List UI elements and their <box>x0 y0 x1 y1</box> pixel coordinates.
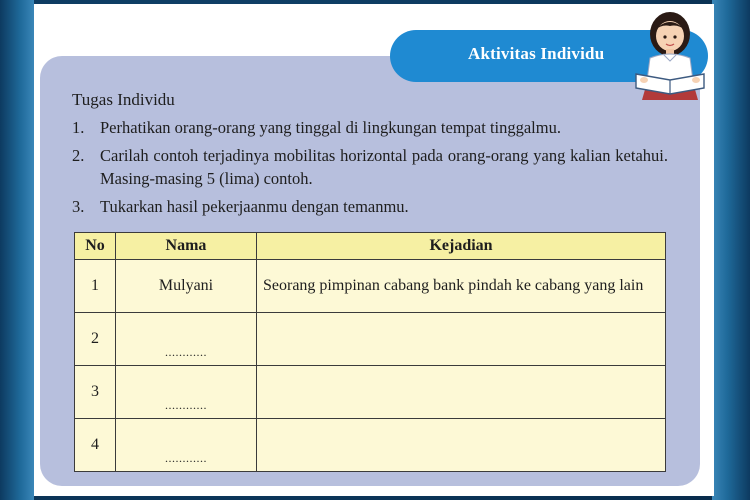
cell-no: 4 <box>75 419 116 472</box>
task-item-number: 2. <box>72 146 85 165</box>
cell-no: 2 <box>75 313 116 366</box>
blank-dots: ............ <box>165 451 207 465</box>
table-row <box>75 260 666 313</box>
task-item <box>72 195 668 218</box>
mobility-table <box>74 232 666 472</box>
task-item <box>72 116 668 139</box>
table-row <box>75 366 666 419</box>
cell-name-blank[interactable] <box>116 313 257 366</box>
blank-dots: ............ <box>165 398 207 412</box>
task-item-text: Carilah contoh terjadinya mobilitas horizontal pada orang-orang yang kalian ketahui. Masing-masing 5 (lima) contoh. <box>100 146 668 188</box>
cell-event-blank[interactable] <box>257 366 666 419</box>
table-header-row <box>75 233 666 260</box>
task-list <box>72 116 668 223</box>
header-no: No <box>75 233 116 260</box>
task-item-number: 3. <box>72 197 85 216</box>
task-item-text: Tukarkan hasil pekerjaanmu dengan temanmu. <box>100 197 409 216</box>
worksheet-page <box>34 4 714 496</box>
banner-title: Aktivitas Individu <box>468 44 605 63</box>
task-title: Tugas Individu <box>72 90 175 109</box>
background-left-edge <box>0 0 34 500</box>
student-reading-illustration <box>630 8 714 104</box>
cell-name-blank[interactable] <box>116 366 257 419</box>
cell-no: 3 <box>75 366 116 419</box>
cell-event-blank[interactable] <box>257 419 666 472</box>
header-event: Kejadian <box>257 233 666 260</box>
cell-event-blank[interactable] <box>257 313 666 366</box>
cell-name-blank[interactable] <box>116 419 257 472</box>
cell-event: Seorang pimpinan cabang bank pindah ke cabang yang lain <box>257 260 666 313</box>
background-right-edge <box>712 0 750 500</box>
task-item-number: 1. <box>72 118 85 137</box>
header-name: Nama <box>116 233 257 260</box>
table-row <box>75 313 666 366</box>
task-item <box>72 144 668 190</box>
blank-dots: ............ <box>165 345 207 359</box>
cell-no: 1 <box>75 260 116 313</box>
task-item-text: Perhatikan orang-orang yang tinggal di lingkungan tempat tinggalmu. <box>100 118 561 137</box>
table-row <box>75 419 666 472</box>
cell-name: Mulyani <box>116 260 257 313</box>
